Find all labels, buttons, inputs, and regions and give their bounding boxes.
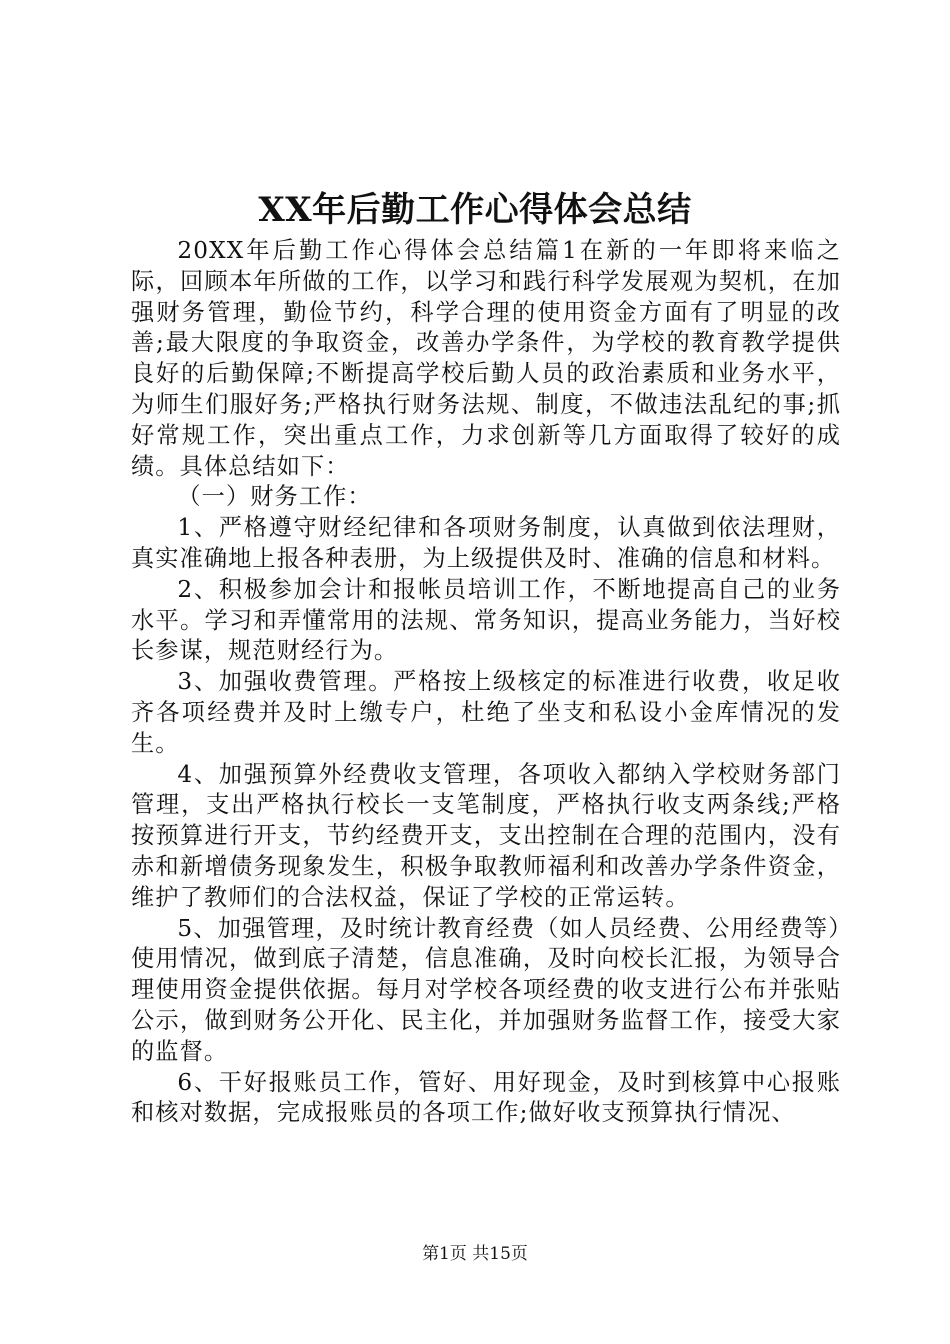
section-heading-finance: （一）财务工作： — [177, 483, 372, 511]
paragraph-item-4: 4、加强预算外经费收支管理，各项收入都纳入学校财务部门管理，支出严格执行校长一支笔制度，严格执行收支两条线;严格按预算进行开支，节约经费开支，支出控制在合理的范围内，没有赤和新增债务现象发生，积极争取教师福利和改善办学条件资金，维护了教师们的合法权益，保证了学校的正常运转。 — [131, 760, 841, 911]
page-footer: 第1页 共15页 — [422, 1244, 528, 1264]
paragraph-item-6: 6、干好报账员工作，管好、用好现金，及时到核算中心报账和核对数据，完成报账员的各项工作;做好收支预算执行情况、 — [131, 1068, 841, 1127]
intro-paragraph: 20XX年后勤工作心得体会总结篇1在新的一年即将来临之际，回顾本年所做的工作，以学习和践行科学发展观为契机，在加强财务管理，勤俭节约，科学合理的使用资金方面有了明显的改善;最大限度的争取资金，改善办学条件，为学校的教育教学提供良好的后勤保障;不断提高学校后勤人员的政治素质和业务水平，为师生们服好务;严格执行财务法规、制度，不做违法乱纪的事;抓好常规工作，突出重点工作，力求创新等几方面取得了较好的成绩。具体总结如下： — [131, 237, 841, 480]
document-body — [131, 236, 841, 1129]
paragraph-item-3: 3、加强收费管理。严格按上级核定的标准进行收费，收足收齐各项经费并及时上缴专户，杜绝了坐支和私设小金库情况的发生。 — [131, 668, 841, 757]
paragraph-item-1: 1、严格遵守财经纪律和各项财务制度，认真做到依法理财，真实准确地上报各种表册，为上级提供及时、准确的信息和材料。 — [131, 514, 841, 572]
paragraph-item-5: 5、加强管理，及时统计教育经费（如人员经费、公用经费等）使用情况，做到底子清楚，信息准确，及时向校长汇报，为领导合理使用资金提供依据。每月对学校各项经费的收支进行公布并张贴公示，做到财务公开化、民主化，并加强财务监督工作，接受大家的监督。 — [131, 914, 841, 1065]
document-title: XX年后勤工作心得体会总结 — [258, 190, 692, 230]
paragraph-item-2: 2、积极参加会计和报帐员培训工作，不断地提高自己的业务水平。学习和弄懂常用的法规、常务知识，提高业务能力，当好校长参谋，规范财经行为。 — [131, 575, 841, 665]
